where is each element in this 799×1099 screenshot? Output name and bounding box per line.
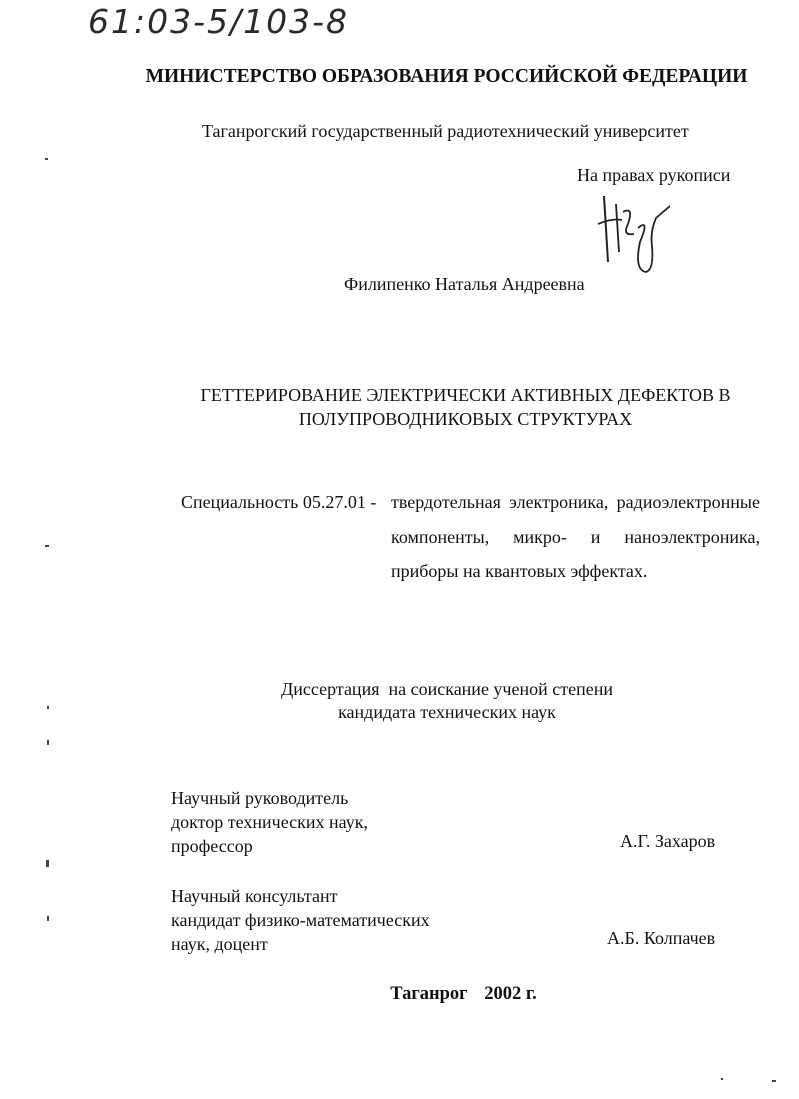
consultant-line: наук, доцент bbox=[171, 934, 268, 954]
city: Таганрог bbox=[390, 984, 468, 1004]
degree-statement bbox=[0, 678, 799, 724]
scan-speck bbox=[45, 545, 49, 547]
scan-speck bbox=[46, 860, 49, 867]
consultant-line: Научный консультант bbox=[171, 886, 338, 906]
consultant-name: А.Б. Колпачев bbox=[607, 928, 716, 948]
dissertation-title bbox=[0, 383, 799, 431]
degree-line: кандидата технических наук bbox=[338, 702, 556, 722]
title-line: ПОЛУПРОВОДНИКОВЫХ СТРУКТУРАХ bbox=[298, 409, 633, 429]
scan-speck bbox=[721, 1078, 723, 1080]
supervisor-line: профессор bbox=[171, 836, 253, 856]
supervisor-line: Научный руководитель bbox=[171, 788, 349, 808]
consultant-line: кандидат физико-математических bbox=[171, 910, 430, 930]
year: 2002 г. bbox=[484, 984, 537, 1004]
scan-speck bbox=[47, 740, 49, 745]
specialty-line: твердотельная электроника, радиоэлектронные bbox=[391, 492, 760, 512]
rights-note: На правах рукописи bbox=[577, 165, 731, 185]
author-name: Филипенко Наталья Андреевна bbox=[344, 274, 585, 294]
signature-mark bbox=[590, 190, 670, 285]
consultant-credentials bbox=[171, 884, 430, 956]
specialty-line: приборы на квантовых эффектах. bbox=[391, 561, 648, 581]
supervisor-line: доктор технических наук, bbox=[171, 812, 368, 832]
city-year bbox=[0, 984, 799, 1005]
degree-line: Диссертация на соискание ученой степени bbox=[281, 679, 613, 699]
archive-code: 61:03-5/103-8 bbox=[88, 2, 350, 41]
scan-speck bbox=[47, 916, 49, 921]
supervisor-name: А.Г. Захаров bbox=[620, 831, 716, 851]
specialty-line: компоненты, микро- и наноэлектроника, bbox=[391, 527, 760, 547]
scan-speck bbox=[45, 158, 48, 160]
title-line: ГЕТТЕРИРОВАНИЕ ЭЛЕКТРИЧЕСКИ АКТИВНЫХ ДЕФЕКТОВ В bbox=[200, 385, 731, 405]
ministry-heading: МИНИСТЕРСТВО ОБРАЗОВАНИЯ РОССИЙСКОЙ ФЕДЕРАЦИИ bbox=[145, 66, 748, 87]
specialty-label: Специальность 05.27.01 - bbox=[181, 492, 377, 512]
scan-speck bbox=[47, 706, 49, 709]
supervisor-credentials bbox=[171, 786, 368, 858]
scan-speck bbox=[772, 1080, 776, 1082]
university-name: Таганрогский государственный радиотехнический университет bbox=[202, 121, 689, 141]
